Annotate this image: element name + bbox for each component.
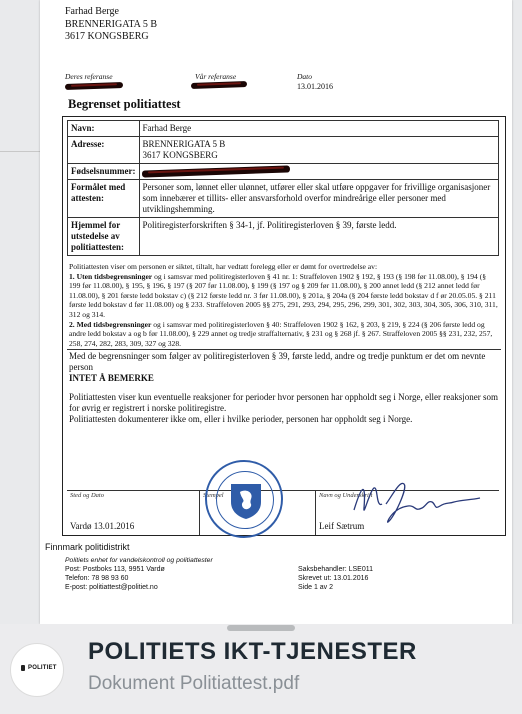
section-1 bbox=[69, 272, 499, 320]
redaction-mark bbox=[65, 82, 123, 90]
hjemmel-label: Hjemmel for utstedelse av politiattesten: bbox=[68, 218, 140, 256]
fodselsnummer-value bbox=[139, 164, 499, 180]
table-row bbox=[68, 164, 499, 180]
redaction-mark bbox=[141, 165, 289, 177]
section-2-text: og i samsvar med politiregisterloven § 40: Straffeloven 1902 § 162, § 203, § 219, § 224 (§ 206 første ledd og andre ledd bokstav a og b før 11.08.00), § 229 annet og tredje straffalternativ, § 231 og § 268 jf. § 267. Straffeloven 2005 §§ 231, 232, 257, 258, 274, 282, 283, 309, 327 og 328. bbox=[69, 319, 493, 348]
attest-body bbox=[69, 262, 499, 425]
footer-telefon: Telefon: 78 98 93 60 bbox=[65, 575, 129, 582]
divider bbox=[67, 349, 501, 350]
table-row bbox=[68, 137, 499, 164]
navn-underskrift-label: Navn og Underskrift bbox=[319, 492, 373, 499]
adresse-label: Adresse: bbox=[68, 137, 140, 164]
note-text: Politiattesten dokumenterer ikke om, eller i hvilke perioder, personen har oppholdt seg i Norge. bbox=[69, 414, 413, 425]
section-2 bbox=[69, 320, 499, 349]
dato-value: 13.01.2016 bbox=[297, 82, 333, 91]
document-filename[interactable]: Dokument Politiattest.pdf bbox=[88, 673, 300, 694]
saksbehandler: Saksbehandler: LSE011 bbox=[298, 566, 373, 573]
var-referanse-label: Vår referanse bbox=[195, 72, 237, 81]
deres-referanse-label: Deres referanse bbox=[65, 72, 113, 81]
footer-organisation: Finnmark politidistrikt bbox=[45, 542, 130, 552]
intro-text: Politiattesten viser om personen er siktet, tiltalt, har vedtatt forelegg eller er dømt for overtredelse av: bbox=[69, 262, 378, 271]
divider bbox=[199, 491, 200, 535]
drag-handle[interactable] bbox=[227, 625, 295, 631]
divider bbox=[315, 491, 316, 535]
section-1-text: og i samsvar med politiregisterloven § 41 nr. 1: Straffeloven 1902 § 192, § 193 (§ 198 før 11.08.00), § 194 (§ 199 før 11.08.00), § 195, § 196, § 197 (§ 207 før 11.08.00), § 199 (§ 197 og § 209 før 11.08.00), § 200 annet ledd (§ 212 annet ledd før 11.08.00), § 201 første ledd bokstav c) (§ 212 første ledd nr. 3 før 11.08.00), § 201a, § 204a (§ 204 første ledd bokstav d f ør 20.05.05. § 211 første ledd bokstav d før 11.08.00) og § 233. Straffeloven 2005 §§ 275, 291, 293, 294, 295, 296, 299, 301, 302, 303, 304, 305, 306, 310, 311, 312 og 314. bbox=[69, 271, 498, 319]
sted-dato-value: Vardø 13.01.2016 bbox=[70, 521, 135, 531]
document-page[interactable] bbox=[40, 0, 512, 624]
page-number: Side 1 av 2 bbox=[298, 584, 334, 591]
adresse-value bbox=[139, 137, 499, 164]
recipient-street: BRENNERIGATA 5 B bbox=[65, 18, 157, 30]
signatory-name: Leif Sætrum bbox=[319, 521, 365, 531]
skrevet-ut: Skrevet ut: 13.01.2016 bbox=[298, 575, 369, 582]
certificate-frame bbox=[62, 116, 506, 536]
lion-shield-icon bbox=[229, 482, 263, 520]
app-title: POLITIETS IKT-TJENESTER bbox=[88, 638, 417, 665]
footer-epost: E-post: politiattest@politiet.no bbox=[65, 584, 158, 591]
badge-icon bbox=[21, 665, 25, 671]
table-row bbox=[68, 121, 499, 137]
footer-case-info bbox=[298, 565, 373, 592]
politiet-logo bbox=[10, 643, 64, 697]
recipient-city: 3617 KONGSBERG bbox=[65, 31, 149, 42]
sted-dato-label: Sted og Dato bbox=[70, 492, 104, 499]
police-seal bbox=[205, 460, 283, 538]
adresse-line: 3617 KONGSBERG bbox=[142, 150, 218, 160]
side-divider bbox=[0, 151, 40, 152]
navn-value: Farhad Berge bbox=[139, 121, 499, 137]
limits-text: Med de begrensninger som følger av politiregisterloven § 39, første ledd, andre og tredje punktum er det om nevnte person bbox=[69, 351, 486, 373]
section-1-heading: 1. Uten tidsbegrensninger bbox=[69, 271, 153, 281]
formal-value: Personer som, lønnet eller ulønnet, utfører eller skal utføre oppgaver for frivillige organisasjoner som innebærer et tillits- eller ansvarsforhold overfor mindreårige eller personer med utviklingshemming. bbox=[139, 180, 499, 218]
recipient-name: Farhad Berge bbox=[65, 6, 119, 17]
stempel-label: Stempel bbox=[203, 492, 224, 499]
dato-label: Dato bbox=[297, 72, 312, 81]
navn-label: Navn: bbox=[68, 121, 140, 137]
recipient-address bbox=[65, 6, 157, 44]
note-text: Politiattesten viser kun eventuelle reaksjoner for perioder hvor personen har oppholdt seg i Norge, eller reaksjoner som for øvrig er registrert i norske politiregistre. bbox=[69, 392, 498, 414]
section-2-heading: 2. Med tidsbegrensninger bbox=[69, 319, 152, 329]
footer-post: Post: Postboks 113, 9951 Vardø bbox=[65, 566, 165, 573]
formal-label: Formålet med attesten: bbox=[68, 180, 140, 218]
redaction-mark bbox=[191, 81, 247, 89]
signature-icon bbox=[352, 478, 482, 528]
document-title: Begrenset politiattest bbox=[68, 97, 181, 111]
logo-text: POLITIET bbox=[28, 665, 57, 671]
footer-unit: Politiets enhet for vandelskontroll og politiattester bbox=[65, 557, 213, 564]
footer-contact bbox=[65, 556, 213, 592]
hjemmel-value: Politiregisterforskriften § 34-1, jf. Politiregisterloven § 39, første ledd. bbox=[139, 218, 499, 256]
fodselsnummer-label: Fødselsnummer: bbox=[68, 164, 140, 180]
table-row bbox=[68, 180, 499, 218]
result-text: INTET Å BEMERKE bbox=[69, 373, 154, 384]
table-row bbox=[68, 218, 499, 256]
info-table bbox=[67, 120, 499, 256]
adresse-line: BRENNERIGATA 5 B bbox=[142, 139, 226, 149]
